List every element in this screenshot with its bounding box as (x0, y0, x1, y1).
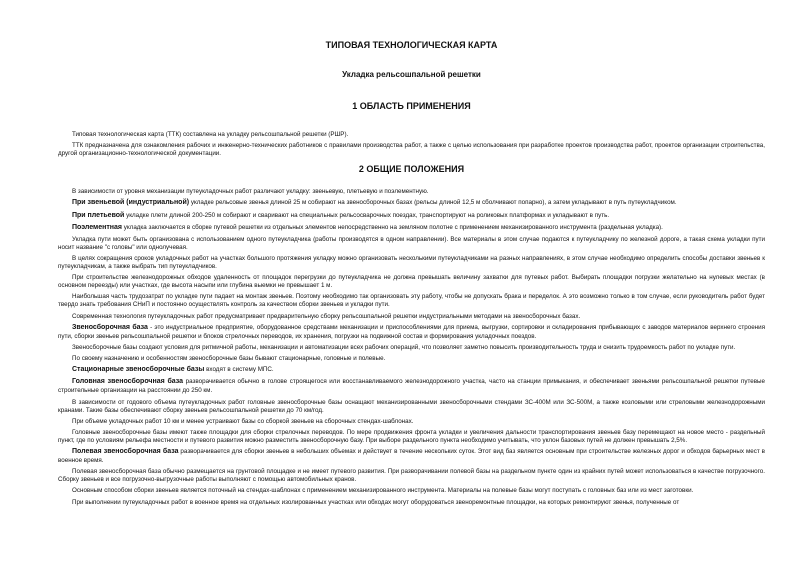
paragraph-text: укладке плети длиной 200-250 м собирают и сваривают на специальных рельсосварочных поездах, транспортируют на роликовых платформах и укладывают в путь. (124, 211, 610, 219)
paragraph: Основным способом сборки звеньев является поточный на стендах-шаблонах с применением механизированного инструмента. Материалы на полевые базы могут поступать с головных баз или из мест заготовки. (72, 487, 694, 495)
bold-term: Головная звеносборочная база (72, 378, 184, 386)
section-2-heading: 2 ОБЩИЕ ПОЛОЖЕНИЯ (358, 164, 465, 175)
paragraph: При выполнении путеукладочных работ в военное время на отдельных изолированных участках или обходах могут оборудоваться звеноремонтные площадки, на которых ремонтируют звенья, полученные от (72, 498, 680, 506)
document-title: ТИПОВАЯ ТЕХНОЛОГИЧЕСКАЯ КАРТА (325, 40, 498, 50)
paragraph (58, 378, 765, 395)
paragraph (58, 212, 765, 221)
paragraph: В целях сокращения сроков укладочных работ на участках большого протяжения укладку можно организовать несколькими путеукладчиками на разных направлениях, в этом случае необходимо определить способы доставки звеньев к путеукладчикам, а также выбрать тип путеукладчиков. (58, 254, 765, 270)
paragraph: Головные звеносборочные базы имеют также площадки для сборки стрелочных переводов. По мере продвижения фронта укладки и увеличения дальности транспортирования звеньев базу перемещают на новое место - раздельный пункт, где по условиям рельефа местности и путевого развития можно разместить звеносборочную базу. При выборе раздельного пункта необходимо учитывать, что уклон базовых путей не должен превышать 2,5%. (58, 428, 765, 444)
bold-term: При звеньевой (индустриальной) (72, 199, 190, 207)
paragraph (58, 224, 765, 233)
document-subtitle: Укладка рельсошпальной решетки (342, 70, 481, 79)
bold-term: Звеносборочная база (72, 323, 148, 331)
paragraph-text: - это индустриальное предприятие, оборудованное средствами механизации и приспособлениями для приема, выгрузки, сортировки и складирования прибывающих с заводов материалов верхнего строения пути, сборки звеньев рельсошпальной решетки и блоков стрелочных переводов, их хранения, погрузки на подвижной состав и формирования укладочных поездов. (58, 323, 765, 340)
paragraph-text: разворачивается для сборки звеньев в небольших объемах и действует в течение нескольких суток. Этот вид баз является основным при строительстве железных дорог и обходов барьерных мест в военное время. (58, 448, 765, 465)
paragraph: При строительстве железнодорожных обходов удаленность от площадок перегрузки до путеукладчика не должна превышать величину захватки для путевых работ. Выбирать площадки погрузки желательно на нулевых местах (в основном переезды) или участках, где высота насыпи или глубина выемки не превышает 1 м. (58, 274, 765, 290)
bold-term: При плетьевой (72, 211, 125, 219)
bold-term: Полевая звеносборочная база (72, 448, 179, 456)
bold-term: Стационарные звеносборочные базы (72, 366, 205, 374)
paragraph (58, 324, 765, 341)
paragraph: Звеносборочные базы создают условия для ритмичной работы, механизации и автоматизации всех рабочих операций, что позволяет заметно повысить производительность труда и снизить трудоемкость работ по укладке пути. (72, 343, 736, 351)
paragraph: Укладка пути может быть организована с использованием одного путеукладчика (работы производятся в одном направлении). Все материалы в этом случае подаются к путеукладчику по железной дороге, а такая схема укладки пути носит название "с головы" или однолучевая. (58, 235, 765, 251)
paragraph (58, 366, 765, 375)
paragraph: Наибольшая часть трудозатрат по укладке пути падает на монтаж звеньев. Поэтому необходимо так организовать эту работу, чтобы не допускать брака и переделок. А это возможно только в том случае, если руководитель работ будет твердо знать требования СНиП и постоянно осуществлять контроль за качеством сборки звеньев и укладки пути. (58, 293, 765, 309)
paragraph (58, 448, 765, 465)
paragraph-text: укладке рельсовые звенья длиной 25 м собирают на звеносборочных базах (рельсы длиной 12,5 м сболчивают попарно), а затем укладывают в путь путеукладчиком. (189, 199, 677, 207)
paragraph: Современная технология путеукладочных работ предусматривает предварительную сборку рельсошпальной решетки индустриальными методами на звеносборочных базах. (72, 312, 581, 320)
paragraph-text: входят в систему МПС. (204, 366, 274, 374)
paragraph: ТТК предназначена для ознакомления рабочих и инженерно-технических работников с правилами производства работ, а также с целью использования при разработке проектов производства работ, проектов организации строительства, другой организационно-технологической документации. (58, 142, 765, 158)
paragraph (58, 199, 765, 208)
paragraph: Полевая звеносборочная база обычно размещается на грунтовой площадке и не имеет путевого развития. При разворачивании полевой базы на раздельном пункте один из крайних путей может использоваться в качестве погрузочного. Сборку звеньев и все погрузочно-выгрузочные работы выполняют с помощью автомобильных кранов. (58, 468, 765, 484)
paragraph: В зависимости от годового объема путеукладочных работ головные звеносборочные базы оснащают механизированными звеносборочными стендами ЗС-400М или ЗС-500М, а также козловыми или стреловыми железнодорожными кранами. Такие базы обеспечивают сборку звеньев рельсошпальной решетки до 70 км/год. (58, 398, 765, 414)
section-1-heading: 1 ОБЛАСТЬ ПРИМЕНЕНИЯ (352, 101, 471, 111)
paragraph: Типовая технологическая карта (ТТК) составлена на укладку рельсошпальной решетки (РШР). (72, 131, 349, 138)
paragraph: По своему назначению и особенностям звеносборочные базы бывают стационарные, головные и полевые. (72, 355, 386, 363)
bold-term: Поэлементная (72, 223, 122, 231)
paragraph: В зависимости от уровня механизации путеукладочных работ различают укладку: звеньевую, плетьевую и поэлементную. (72, 188, 429, 196)
paragraph: При объеме укладочных работ 10 км и менее устраивают базы со сборкой звеньев на сборочных стендах-шаблонах. (72, 417, 414, 425)
paragraph-text: укладка заключается в сборке путевой решетки из отдельных элементов непосредственно на земляном полотне с применением механизированного инструмента (раздельная укладка). (122, 223, 663, 231)
paragraph-text: разворачивается обычно в голове строящегося или восстанавливаемого железнодорожного участка, часто на станции примыкания, и обеспечивает звеньями рельсошпальной решетки путевые строительные организации на расстоянии до 250 км. (58, 378, 765, 395)
